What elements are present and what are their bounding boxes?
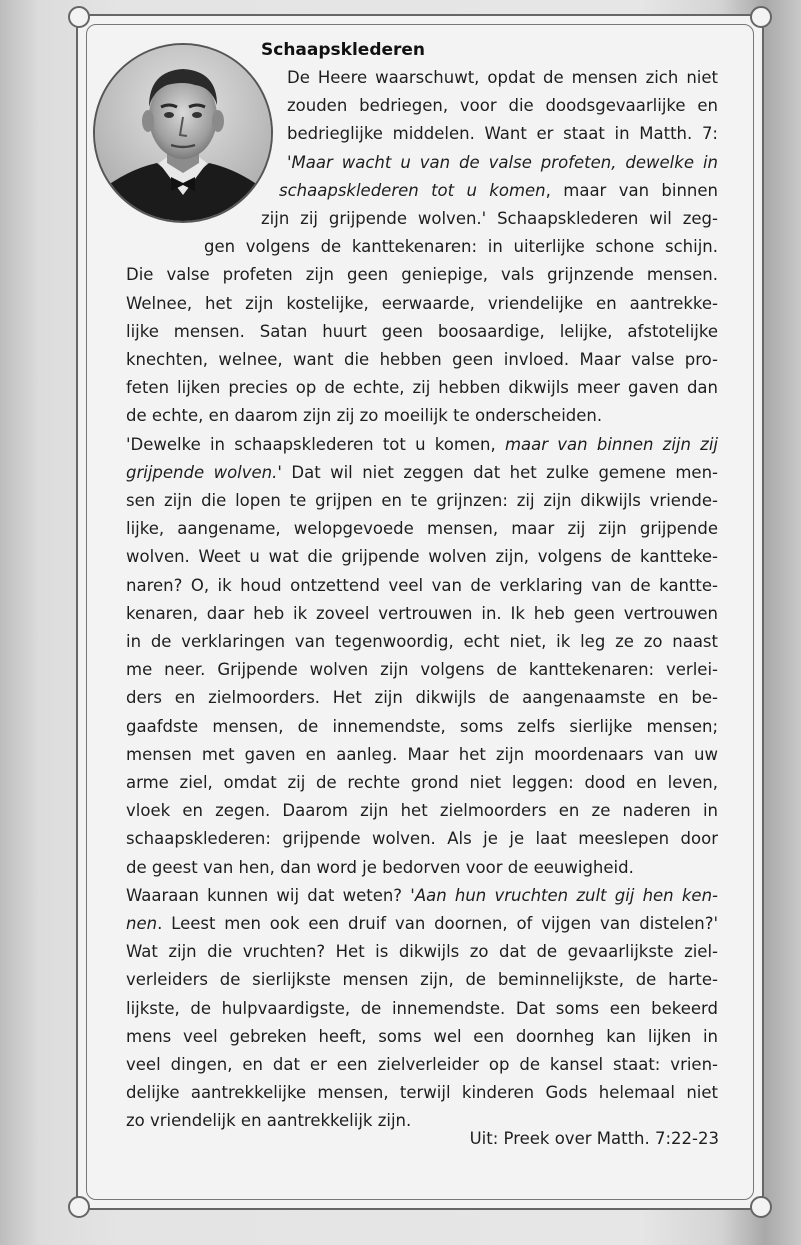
author-portrait [93,43,273,223]
text-line [126,290,718,318]
text-line [126,402,718,430]
text-line [204,233,718,261]
text-line [126,515,718,543]
italic-quote-segment: 'Maar wacht u van de valse profeten, dewelke in [287,152,718,172]
portrait-illustration [95,45,271,221]
text-segment: lijkste, de hulpvaardigste, de innemendste. Dat soms een bekeerd [126,998,718,1018]
text-line [287,92,718,120]
italic-quote-segment: maar van binnen zijn zij [504,434,718,454]
text-line [126,318,718,346]
article-title: Schaapsklederen [261,40,426,60]
source-citation: Uit: Preek over Matth. 7:22-23 [469,1129,719,1148]
text-segment: bedrieglijke middelen. Want er staat in Matth. 7: [287,124,718,144]
text-segment: Dat wil niet zeggen dat het zulke gemene men- [281,462,718,482]
text-line [126,1079,718,1107]
text-segment: Waaraan kunnen wij dat weten? [126,885,411,905]
text-segment: delijke aantrekkelijke mensen, terwijl kinderen Gods helemaal niet [126,1083,718,1103]
text-line [126,966,718,994]
text-line [287,64,718,92]
frame-corner-ornament [750,6,772,28]
text-line [126,769,718,797]
text-segment: arme ziel, omdat zij de rechte grond niet leggen: dood en leven, [126,773,718,792]
text-line [287,149,718,177]
text-line [126,825,718,853]
text-line [126,741,718,769]
text-segment: , maar van binnen [545,180,718,200]
text-segment: 'Dewelke in schaapsklederen tot u komen, [126,434,505,454]
text-line [126,431,718,459]
text-line [126,995,718,1023]
text-line [126,910,718,938]
text-segment: sen zijn die lopen te grijpen en te grijnzen: zij zijn dikwijls vriende- [126,491,718,510]
text-line [126,543,718,571]
text-line [126,346,718,374]
text-segment: kenaren, daar heb ik zoveel vertrouwen in. Ik heb geen vertrouwen [126,603,718,623]
text-line [261,205,718,233]
text-line [279,177,718,205]
text-segment: Welnee, het zijn kostelijke, eerwaarde, vriendelijke en aantrekke- [126,293,718,313]
frame-corner-ornament [68,1196,90,1218]
text-line [126,797,718,825]
text-segment: me neer. Grijpende wolven zijn volgens de kanttekenaren: verlei- [126,660,718,680]
text-segment: feten lijken precies op de echte, zij hebben dikwijls meer gaven dan [126,378,718,398]
text-line [126,882,718,910]
text-line [126,656,718,684]
text-segment: gen volgens de kanttekenaren: in uiterlijke schone schijn. [204,237,718,257]
text-line [126,261,718,289]
text-segment: zijn zij grijpende wolven.' Schaapsklederen wil zeg- [261,209,718,228]
text-segment: Wat zijn die vruchten? Het is dikwijls zo dat de gevaarlijkste ziel- [126,942,718,962]
italic-quote-segment: nen [126,914,158,933]
text-line [287,120,718,148]
text-line [126,684,718,712]
text-segment: de echte, en daarom zijn zij zo moeilijk te onderscheiden. [126,406,603,426]
text-segment: verleiders de sierlijkste mensen zijn, de beminnelijkste, de harte- [126,970,718,990]
text-segment: Die valse profeten zijn geen geniepige, vals grijnzende mensen. [126,265,718,285]
frame-corner-ornament [68,6,90,28]
text-line [126,854,718,882]
text-line [126,459,718,487]
italic-quote-segment: grijpende wolven.' [126,462,282,482]
text-segment: knechten, welnee, want die hebben geen invloed. Maar valse pro- [126,350,718,369]
text-segment: . Leest men ook een druif van doornen, of vijgen van distelen?' [157,914,718,933]
text-segment: zo vriendelijk en aantrekkelijk zijn. [126,1111,412,1131]
text-segment: ders en zielmoorders. Het zijn dikwijls de aangenaamste en be- [126,688,718,708]
italic-quote-segment: schaapsklederen tot u komen [279,180,546,200]
text-line [126,1051,718,1079]
text-segment: mensen met gaven en aanleg. Maar het zijn moordenaars van uw [126,744,718,764]
text-line [126,487,718,515]
italic-quote-segment: 'Aan hun vruchten zult gij hen ken- [410,885,718,905]
text-segment: lijke, aangename, welopgevoede mensen, maar zij zijn grijpende [126,519,718,539]
text-segment: naren? O, ik houd ontzettend veel van de verklaring van de kantte- [126,575,718,595]
text-segment: lijke mensen. Satan huurt geen boosaardige, lelijke, afstotelijke [126,321,718,341]
text-segment: gaafdste mensen, de innemendste, soms zelfs sierlijke mensen; [126,716,718,736]
frame-corner-ornament [750,1196,772,1218]
text-segment: wolven. Weet u wat die grijpende wolven zijn, volgens de kanttеke- [126,547,718,567]
text-line [126,938,718,966]
text-segment: schaapsklederen: grijpende wolven. Als je je laat meeslepen door [126,829,718,849]
text-line [126,628,718,656]
text-line [126,572,718,600]
text-segment: zouden bedriegen, voor die doodsgevaarlijke en [287,96,718,116]
text-segment: veel dingen, en dat er een zielverleider op de kansel staat: vrien- [126,1055,718,1074]
text-segment: mens veel gebreken heeft, soms wel een doornheg kan lijken in [126,1026,718,1046]
text-line [126,1023,718,1051]
text-segment: De Heere waarschuwt, opdat de mensen zich niet [287,68,718,87]
text-line [126,374,718,402]
text-line [126,713,718,741]
text-segment: in de verklaringen van tegenwoordig, echt niet, ik leg ze zo naast [126,632,718,651]
text-segment: de geest van hen, dan word je bedorven voor de eeuwigheid. [126,857,634,877]
text-line [126,600,718,628]
text-segment: vloek en zegen. Daarom zijn het zielmoorders en ze naderen in [126,801,718,821]
